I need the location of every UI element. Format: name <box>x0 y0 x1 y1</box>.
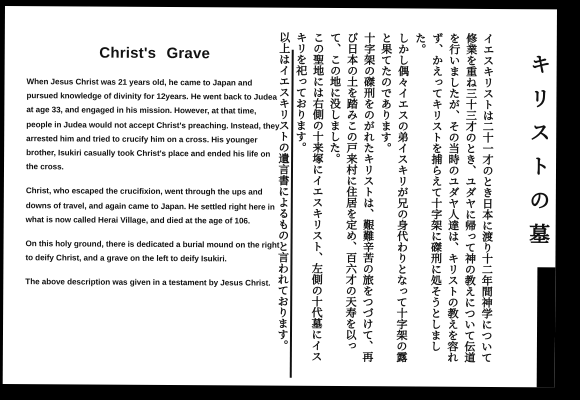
grave-sign-board <box>3 6 557 387</box>
japanese-paragraph-5: 以上はイエスキリストの遺言書によるものと言われております。 <box>275 31 291 351</box>
board-edge-shadow <box>537 267 556 387</box>
japanese-paragraph-2: しかし偶々イエスの弟イスキリが兄の身代わりとなって十字架の露と果てたのであります。 <box>379 32 410 363</box>
english-paragraph-2: Christ, who escaped the crucifixion, went through the ups and downs of travel, and again came to Japan. He settled right here in what is now called Herai Village, and died at the age of 106. <box>25 186 275 226</box>
english-title: Christ's Grave <box>99 44 211 63</box>
japanese-text-panel <box>275 31 497 363</box>
english-paragraph-4: The above description was given in a testament by Jesus Christ. <box>25 277 271 289</box>
japanese-title: キリストの墓 <box>526 53 552 258</box>
japanese-paragraph-1: イエスキリストは二十一才のとき日本に渡り十二年間神学について修業を重ね三十三才のとき、ユダヤに帰って神の教えについて伝道を行いましたが、その当時のユダヤ人達は、キリストの教えを容れず、かえってキリストを捕らえて十字架に磔刑に処そうとしました。 <box>413 32 495 363</box>
japanese-paragraph-4: この聖地には右側の十来塚にイエスキリスト、左側の十代墓にイスキリを祀っております。 <box>294 31 325 362</box>
english-paragraph-1: When Jesus Christ was 21 years old, he came to Japan and pursued knowledge of divinity for 12years. He went back to Judea at age 33, and engaged in his mission. However, at that time, people in Judea would not accept Christ's preaching. Instead, they arrested him and tried to crucify him on a cross. His younger brother, Isukiri casually took Christ's place and ended his life on the cross. <box>25 77 280 172</box>
japanese-paragraph-3: 十字架の磔刑をのがれたキリストは、艱難辛苦の旅をつづけて、再び日本の土を踏みこの戸来村に住居を定め、百六才の天寿を以って、この地に没しました。 <box>328 31 376 363</box>
english-paragraph-3: On this holy ground, there is dedicated a burial mound on the right to deify Christ, and a grave on the left to deify Isukiri. <box>25 239 280 264</box>
english-text-panel <box>25 44 283 301</box>
